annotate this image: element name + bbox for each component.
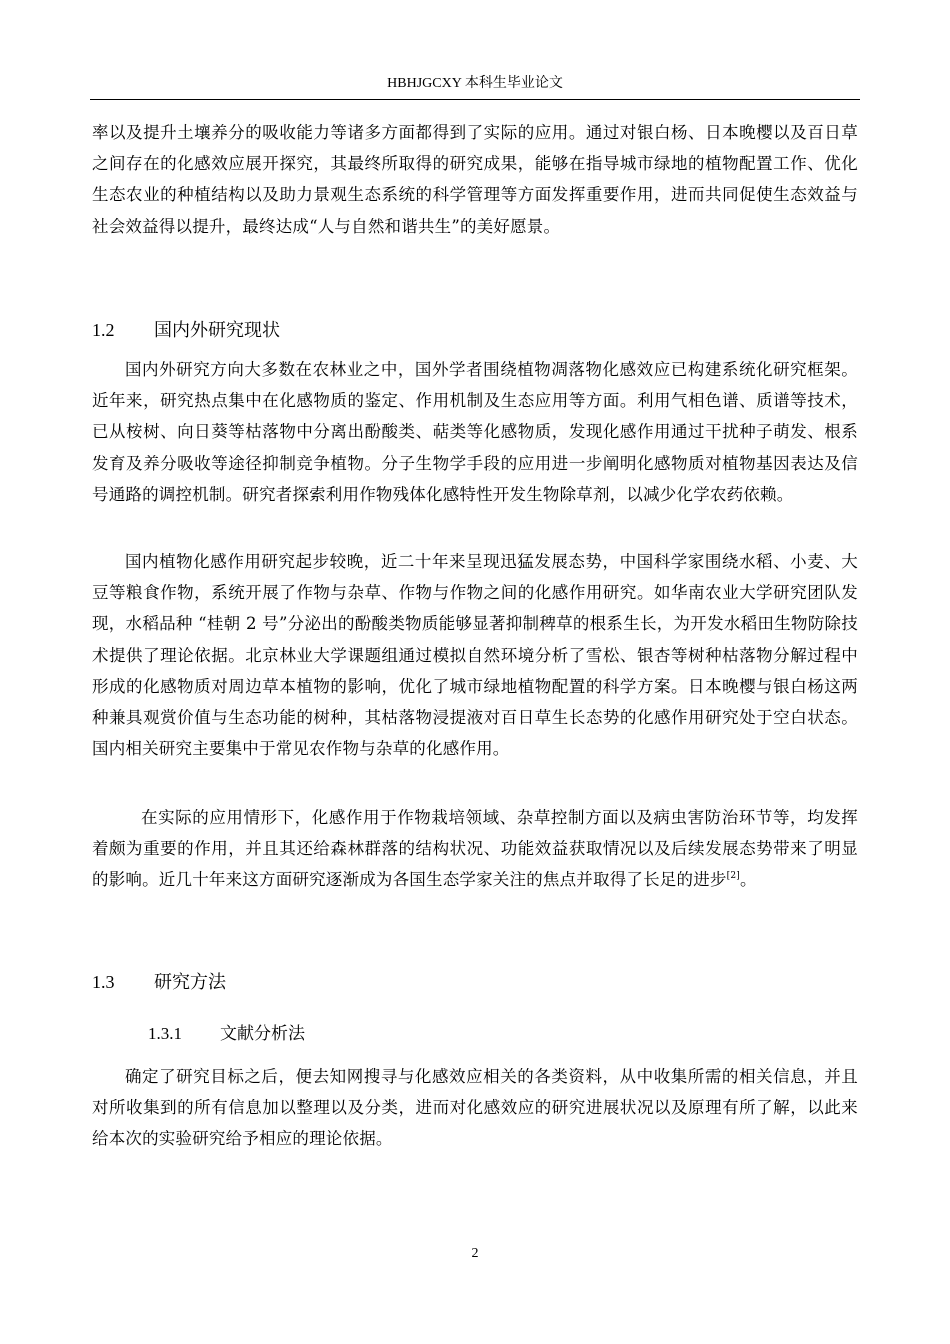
paragraph-domestic-research: 国内植物化感作用研究起步较晚，近二十年来呈现迅猛发展态势，中国科学家围绕水稻、小麦、大豆等粮食作物，系统开展了作物与杂草、作物与作物之间的化感作用研究。如华南农业大学研究团队发现，水稻品种 “桂朝 2 号”分泌出的酚酸类物质能够显著抑制稗草的根系生长，为开发水稻田生物防除技术提供了理论依据。北京林业大学课题组通过模拟自然环境分析了雪松、银杏等树种枯落物分解过程中形成的化感物质对周边草本植物的影响，优化了城市绿地植物配置的科学方案。日本晚樱与银白杨这两种兼具观赏价值与生态功能的树种，其枯落物浸提液对百日草生长态势的化感作用研究处于空白状态。国内相关研究主要集中于常见农作物与杂草的化感作用。 (92, 552, 858, 759)
page-header (90, 74, 860, 94)
header-rule (90, 99, 860, 100)
subsection-heading-1-3-1 (148, 1021, 305, 1047)
subsection-number: 1.3.1 (148, 1024, 182, 1043)
subsection-title: 文献分析法 (220, 1024, 305, 1044)
section-heading-1-3 (92, 969, 226, 996)
citation-ref[interactable]: [2] (726, 871, 740, 882)
section-number: 1.3 (92, 972, 115, 992)
header-title: HBHJGCXY 本科生毕业论文 (387, 76, 563, 91)
paragraph-text: 在实际的应用情形下，化感作用于作物栽培领域、杂草控制方面以及病虫害防治环节等，均发挥着颇为重要的作用，并且其还给森林群落的结构状况、功能效益获取情况以及后续发展态势带来了明显的影响。近几十年来这方面研究逐渐成为各国生态学家关注的焦点并取得了长足的进步 (92, 808, 858, 890)
paragraph-applications (92, 802, 858, 896)
paragraph-end: 。 (739, 870, 757, 890)
section-title: 国内外研究现状 (154, 320, 280, 341)
paragraph-foreign-research: 国内外研究方向大多数在农林业之中，国外学者围绕植物凋落物化感效应已构建系统化研究框架。近年来，研究热点集中在化感物质的鉴定、作用机制及生态应用等方面。利用气相色谱、质谱等技术，已从桉树、向日葵等枯落物中分离出酚酸类、萜类等化感物质，发现化感作用通过干扰种子萌发、根系发育及养分吸收等途径抑制竞争植物。分子生物学手段的应用进一步阐明化感物质对植物基因表达及信号通路的调控机制。研究者探索利用作物残体化感特性开发生物除草剂，以减少化学农药依赖。 (92, 360, 858, 504)
section-heading-1-2 (92, 317, 280, 344)
section-title: 研究方法 (154, 972, 226, 993)
paragraph-intro-continued: 率以及提升土壤养分的吸收能力等诸多方面都得到了实际的应用。通过对银白杨、日本晚樱以及百日草之间存在的化感效应展开探究，其最终所取得的研究成果，能够在指导城市绿地的植物配置工作、优化生态农业的种植结构以及助力景观生态系统的科学管理等方面发挥重要作用，进而共同促使生态效益与社会效益得以提升，最终达成“人与自然和谐共生”的美好愿景。 (92, 123, 858, 236)
section-number: 1.2 (92, 320, 115, 340)
page-number: 2 (471, 1246, 479, 1261)
paragraph-literature-method: 确定了研究目标之后，便去知网搜寻与化感效应相关的各类资料，从中收集所需的相关信息，并且对所收集到的所有信息加以整理以及分类，进而对化感效应的研究进展状况以及原理有所了解，以此来给本次的实验研究给予相应的理论依据。 (92, 1067, 858, 1149)
